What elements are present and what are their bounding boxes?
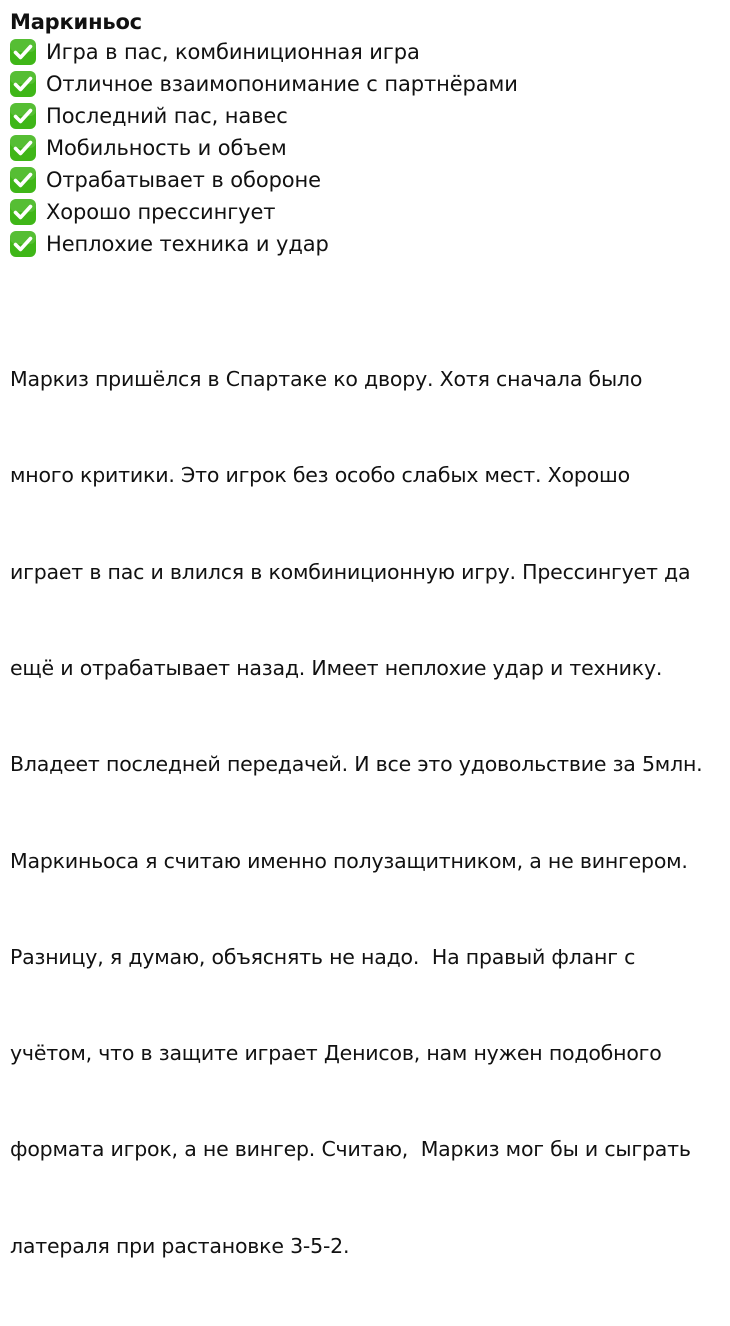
check-mark-button-icon [8, 165, 38, 195]
checklist-item-label: Неплохие техника и удар [46, 232, 329, 256]
checklist-item [8, 164, 722, 196]
checklist-item-label: Последний пас, навес [46, 104, 288, 128]
check-mark-button-icon [8, 133, 38, 163]
paragraph-line: много критики. Это игрок без особо слабых мест. Хорошо [10, 463, 630, 488]
paragraph-line: формата игрок, а не вингер. Считаю, Маркиз мог бы и сыграть [10, 1137, 691, 1162]
paragraph-line: Владеет последней передачей. И все это удовольствие за 5млн. [10, 752, 703, 777]
check-mark-button-icon [8, 229, 38, 259]
checklist-item [8, 132, 722, 164]
paragraph-line: латераля при растановке 3-5-2. [10, 1233, 350, 1258]
checklist-item [8, 36, 722, 68]
check-mark-button-icon [8, 37, 38, 67]
checklist-item [8, 68, 722, 100]
document-title: Маркиньос [10, 10, 142, 34]
pros-checklist [8, 36, 722, 260]
check-mark-button-icon [8, 69, 38, 99]
paragraph-line: Маркиньоса я считаю именно полузащитником, а не вингером. [10, 848, 688, 873]
checklist-item-label: Отличное взаимопонимание с партнёрами [46, 72, 518, 96]
paragraph-line: учётом, что в защите играет Денисов, нам нужен подобного [10, 1041, 662, 1066]
check-mark-button-icon [8, 101, 38, 131]
body-paragraph [8, 299, 722, 1326]
paragraph-line: играет в пас и влился в комбиниционную игру. Прессингует да [10, 559, 691, 584]
check-mark-button-icon [8, 197, 38, 227]
checklist-item [8, 100, 722, 132]
paragraph-line: Маркиз пришёлся в Спартаке ко двору. Хотя сначала было [10, 367, 643, 392]
paragraph-line: ещё и отрабатывает назад. Имеет неплохие удар и технику. [10, 656, 663, 681]
checklist-item [8, 228, 722, 260]
checklist-item-label: Игра в пас, комбиниционная игра [46, 40, 420, 64]
checklist-item [8, 196, 722, 228]
checklist-item-label: Хорошо прессингует [46, 200, 276, 224]
checklist-item-label: Мобильность и объем [46, 136, 287, 160]
checklist-item-label: Отрабатывает в обороне [46, 168, 321, 192]
paragraph-line: Разницу, я думаю, объяснять не надо. На правый фланг с [10, 944, 636, 969]
